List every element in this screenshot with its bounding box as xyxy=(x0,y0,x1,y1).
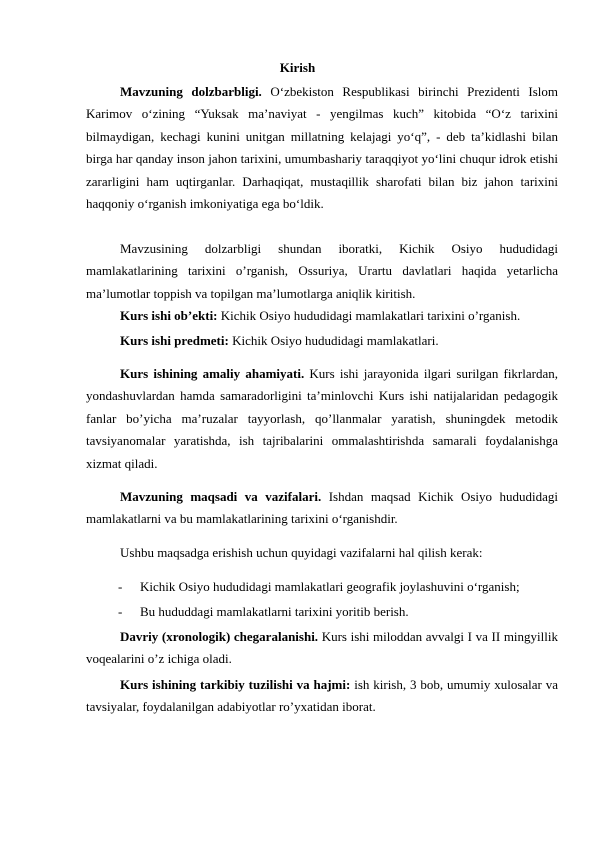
paragraph-text: Ushbu maqsadga erishish uchun quyidagi vazifalarni hal qilish kerak: xyxy=(120,545,483,560)
paragraph-heading: Kurs ishining tarkibiy tuzilishi va hajmi: xyxy=(120,677,351,692)
paragraph-text: Mavzusining dolzarbligi shundan iboratki, Kichik Osiyo hududidagi mamlakatlarining tarixini o’rganish, Ossuriya, Urartu davlatlari haqida yetarlicha ma’lumotlar toppish va topilgan ma’lumotlarga aniqlik kiritish. xyxy=(86,241,558,301)
paragraph-heading: Mavzuning dolzbarbligi. xyxy=(120,84,262,99)
paragraph-text: Ishdan maqsad Kichik Osiyo hududidagi mamlakatlarni va bu mamlakatlarining tarixini o‘rganishdir. xyxy=(86,489,558,527)
list-bullet: - xyxy=(118,604,123,619)
list-item-text: Bu hududdagi mamlakatlarni tarixini yoritib berish. xyxy=(140,604,409,619)
paragraph-goals xyxy=(86,486,558,531)
paragraph-object xyxy=(86,305,558,327)
paragraph-chronology xyxy=(86,626,558,671)
paragraph-text: Kurs ishi miloddan avvalgi I va II mingyillik voqealarini o’z ichiga oladi. xyxy=(86,629,558,667)
paragraph-tasks-intro xyxy=(86,542,558,564)
paragraph-relevance-detail xyxy=(86,238,558,305)
paragraph-text: ish kirish, 3 bob, umumiy xulosalar va tavsiyalar, foydalanilgan adabiyotlar ro’yxatidan iborat. xyxy=(86,677,559,715)
list-item-text: Kichik Osiyo hududidagi mamlakatlari geografik joylashuvini o‘rganish; xyxy=(140,579,520,594)
paragraph-heading: Kurs ishining amaliy ahamiyati. xyxy=(120,366,305,381)
paragraph-heading: Mavzuning maqsadi va vazifalari. xyxy=(120,489,322,504)
paragraph-heading: Kurs ishi predmeti: xyxy=(120,333,229,348)
page-title: Kirish xyxy=(279,60,316,75)
paragraph-subject xyxy=(86,330,558,352)
paragraph-text: O‘zbekiston Respublikasi birinchi Prezidenti Islom Karimov o‘zining “Yuksak ma’naviyat - yengilmas kuch” kitobida “O‘z tarixini bilmaydigan, kechagi kunini unitgan millatning kelajagi yo‘q”, - deb ta’kidlashi bilan birga har qanday inson jahon tarixini, umumbashariy taraqqiyot yo‘lini chuqur idrok etishi zararligini ham uqtirganlar. Darhaqiqat, mustaqillik sharofati bilan biz jahon tarixini haqqoniy o‘rganish imkoniyatiga ega bo‘ldik. xyxy=(86,84,558,212)
paragraph-structure xyxy=(86,674,558,719)
paragraph-text: Kurs ishi jarayonida ilgari surilgan fikrlardan, yondashuvlardan hamda samaradorligini ta’minlovchi Kurs ishi natijalaridan pedagogik fanlar bo’yicha ma’ruzalar tayyorlash, qo’llanmalar yaratish, shuningdek metodik tavsiyanomalar yaratishda, ish tajribalarini ommalashtirishda samarali foydalanishga xizmat qiladi. xyxy=(86,366,558,471)
paragraph-practical-significance xyxy=(86,363,558,475)
paragraph-text: Kichik Osiyo hududidagi mamlakatlari. xyxy=(228,333,439,348)
list-bullet: - xyxy=(118,579,123,594)
paragraph-relevance xyxy=(86,81,558,215)
paragraph-heading: Kurs ishi ob’ekti: xyxy=(120,308,218,323)
paragraph-heading: Davriy (xronologik) chegaralanishi. xyxy=(120,629,319,644)
paragraph-text: Kichik Osiyo hududidagi mamlakatlari tarixini o’rganish. xyxy=(217,308,521,323)
